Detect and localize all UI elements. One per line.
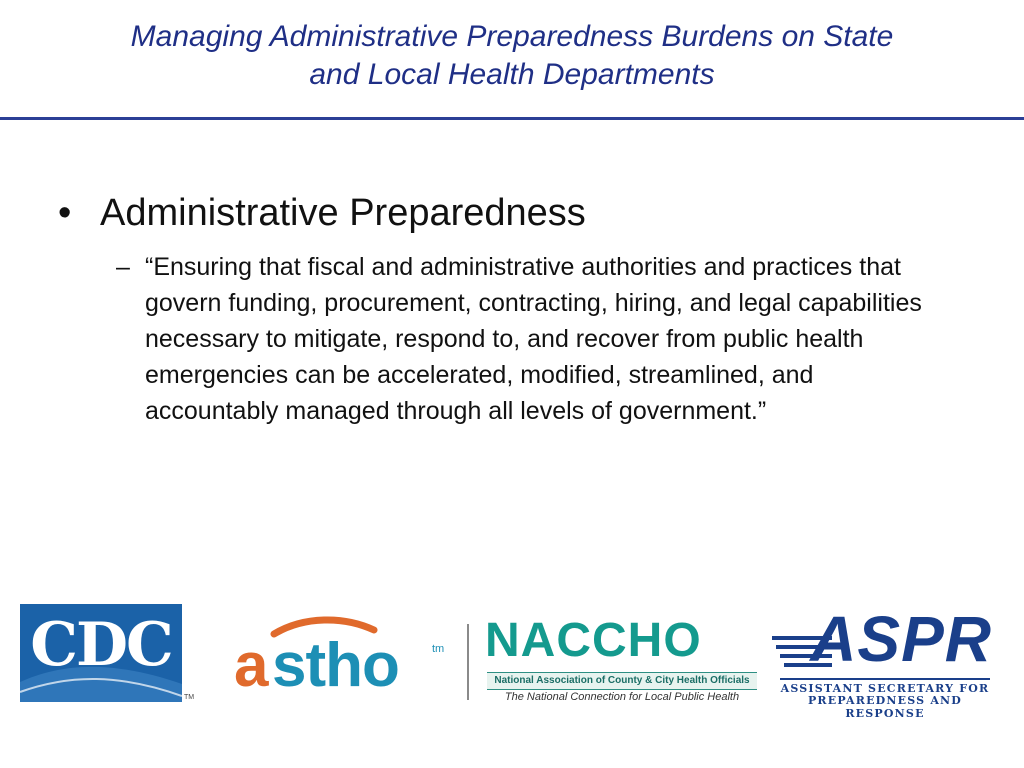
bullet-item [58,188,586,238]
aspr-logo-text: ASPR [810,603,992,675]
cdc-logo [20,604,182,702]
svg-text:a: a [234,631,268,700]
astho-logo-graphic [234,612,460,702]
astho-logo [234,612,460,702]
sub-bullet-text: “Ensuring that fiscal and administrative authorities and practices that govern funding, procurement, contracting, hiring, and legal capabilities necessary to mitigate, respond to, and recover from public health emergencies can be accelerated, modified, streamlined, and accountably managed through all levels of government.” [145,253,922,425]
naccho-logo [485,614,761,706]
aspr-line2: PREPAREDNESS AND RESPONSE [807,694,963,720]
sub-bullet-marker: – [116,253,130,281]
slide-title [20,18,1004,94]
svg-text:tm: tm [432,643,445,655]
svg-text:stho: stho [272,631,399,700]
slide-title-line1: Managing Administrative Preparedness Burdens on State [130,20,894,53]
naccho-tagline: The National Connection for Local Public Health [504,691,740,703]
title-divider [0,117,1024,120]
bullet-text: Administrative Preparedness [100,192,586,234]
slide-title-line2: and Local Health Departments [309,58,715,91]
cdc-trademark: TM [184,694,195,701]
cdc-logo-text: CDC [30,610,172,680]
aspr-line1: ASSISTANT SECRETARY FOR [780,678,990,695]
naccho-logo-text: NACCHO [485,614,702,667]
naccho-subtitle: National Association of County & City Health Officials [494,675,750,686]
bullet-marker: • [58,192,72,234]
aspr-logo [772,603,992,720]
logo-divider [467,624,469,700]
sub-bullet-item [116,249,946,429]
